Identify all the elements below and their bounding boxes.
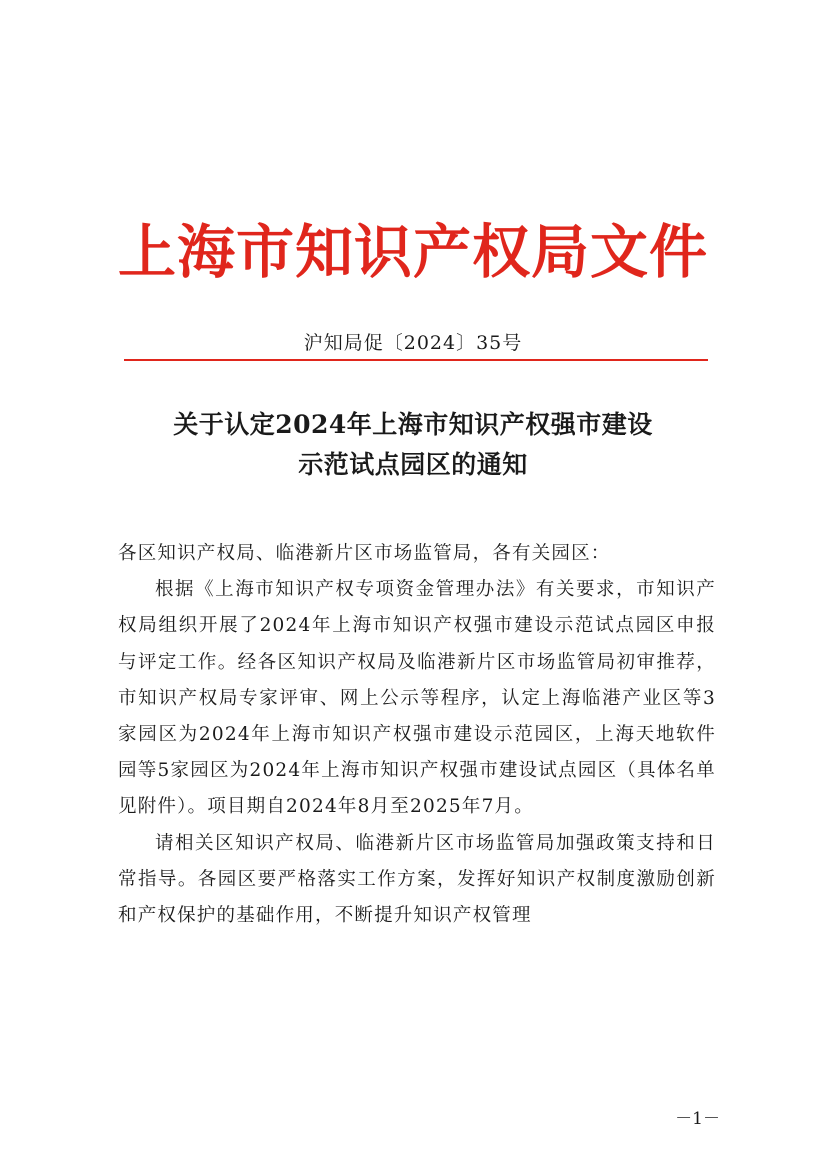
body-paragraph-2: 请相关区知识产权局、临港新片区市场监管局加强政策支持和日常指导。各园区要严格落实工作方案，发挥好知识产权制度激励创新和产权保护的基础作用，不断提升知识产权管理 <box>118 832 716 927</box>
body-paragraph-1: 根据《上海市知识产权专项资金管理办法》有关要求，市知识产权局组织开展了2024年上海市知识产权强市建设示范试点园区申报与评定工作。经各区知识产权局及临港新片区市场监管局初审推荐，市知识产权局专家评审、网上公示等程序，认定上海临港产业区等3家园区为2024年上海市知识产权强市建设示范园区，上海天地软件园等5家园区为2024年上海市知识产权强市建设试点园区（具体名单见附件）。项目期自2024年8月至2025年7月。 <box>118 579 716 818</box>
notice-body <box>118 536 716 934</box>
notice-title-line1: 关于认定2024年上海市知识产权强市建设 <box>173 410 653 439</box>
notice-title-line2: 示范试点园区的通知 <box>298 450 528 479</box>
document-number: 沪知局促〔2024〕35号 <box>303 332 523 354</box>
red-divider-line <box>124 359 708 361</box>
addressee-line: 各区知识产权局、临港新片区市场监管局，各有关园区： <box>118 543 611 564</box>
notice-title <box>100 405 726 485</box>
masthead-title: 上海市知识产权局文件 <box>117 218 708 286</box>
page-number: －1－ <box>675 1109 720 1129</box>
